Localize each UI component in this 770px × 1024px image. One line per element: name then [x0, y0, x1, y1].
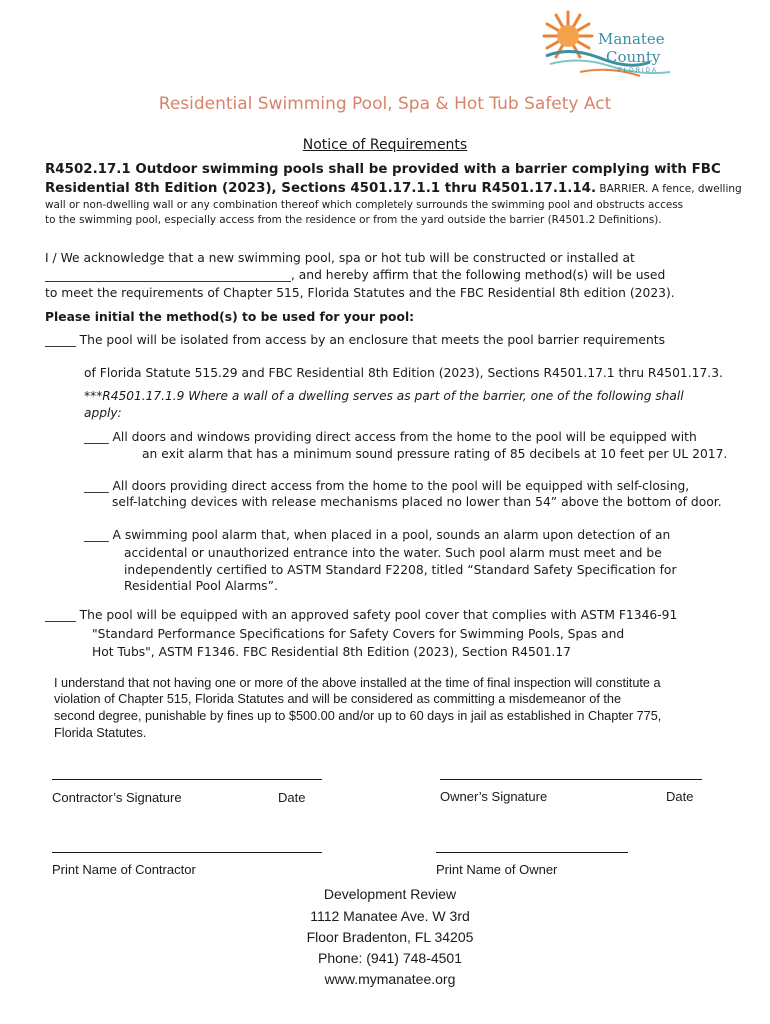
sub-a-line-1[interactable]: ____ All doors and windows providing direct access from the home to the pool will be equipped with — [84, 430, 697, 444]
contractor-date-label: Date — [278, 790, 306, 805]
owner-print-line[interactable] — [436, 852, 628, 853]
owner-date-label: Date — [666, 789, 694, 804]
owner-signature-line[interactable] — [440, 779, 702, 780]
rule-line-1: R4502.17.1 Outdoor swimming pools shall be provided with a barrier complying with FBC — [45, 162, 721, 177]
logo-text-county: County — [606, 48, 661, 66]
page-title: Residential Swimming Pool, Spa & Hot Tub Safety Act — [158, 94, 612, 114]
option-2-line-1[interactable]: _____ The pool will be equipped with an approved safety pool cover that complies with ASTM F1346-91 — [45, 608, 678, 622]
option-1-line-1[interactable]: _____ The pool will be isolated from access by an enclosure that meets the pool barrier requirements — [45, 333, 665, 347]
sub-c-line-2: accidental or unauthorized entrance into the water. Such pool alarm must meet and be — [124, 546, 662, 560]
rule-line-4: to the swimming pool, especially access from the residence or from the yard outside the barrier (R4501.2 Definitions). — [45, 214, 662, 226]
footer-city: Floor Bradenton, FL 34205 — [306, 929, 474, 945]
ack-line-2[interactable]: ________________________________________, and hereby affirm that the following method(s) will be used — [45, 268, 666, 282]
wall-note-line-1: ***R4501.17.1.9 Where a wall of a dwelling serves as part of the barrier, one of the following shall — [84, 389, 684, 403]
sub-b-line-2: self-latching devices with release mechanisms placed no lower than 54” above the bottom of door. — [112, 495, 722, 509]
ack-line-3: to meet the requirements of Chapter 515, Florida Statutes and the FBC Residential 8th edition (2023). — [45, 286, 675, 300]
option-1-line-2: of Florida Statute 515.29 and FBC Residential 8th Edition (2023), Sections R4501.17.1 thru R4501.17.3. — [84, 366, 723, 380]
option-2-line-3: Hot Tubs", ASTM F1346. FBC Residential 8th Edition (2023), Section R4501.17 — [92, 645, 571, 659]
sub-c-line-1[interactable]: ____ A swimming pool alarm that, when placed in a pool, sounds an alarm upon detection of an — [84, 528, 671, 542]
understand-line-3: second degree, punishable by fines up to $500.00 and/or up to 60 days in jail as established in Chapter 775, — [54, 709, 662, 723]
logo-text-manatee: Manatee — [598, 30, 665, 48]
understand-line-1: I understand that not having one or more of the above installed at the time of final inspection will constitute a — [54, 676, 661, 690]
sub-b-line-1[interactable]: ____ All doors providing direct access from the home to the pool will be equipped with self-closing, — [84, 479, 690, 493]
wall-note-line-2: apply: — [84, 406, 122, 420]
footer-department: Development Review — [323, 886, 457, 902]
ack-line-1: I / We acknowledge that a new swimming pool, spa or hot tub will be constructed or installed at — [45, 251, 635, 265]
sub-c-line-3: independently certified to ASTM Standard F2208, titled “Standard Safety Specification for — [124, 563, 677, 577]
understand-line-4: Florida Statutes. — [54, 726, 147, 740]
sub-a-line-2: an exit alarm that has a minimum sound pressure rating of 85 decibels at 10 feet per UL 2017. — [142, 447, 728, 461]
rule-line-2-rest: BARRIER. A fence, dwelling — [596, 183, 742, 195]
notice-heading: Notice of Requirements — [302, 137, 468, 153]
rule-line-3: wall or non-dwelling wall or any combination thereof which completely surrounds the swimming pool and obstructs access — [45, 199, 684, 211]
footer-website-link[interactable]: www.mymanatee.org — [324, 971, 456, 987]
footer-street: 1112 Manatee Ave. W 3rd — [310, 908, 470, 924]
understand-line-2: violation of Chapter 515, Florida Statutes and will be considered as committing a misdemeanor of the — [54, 692, 622, 706]
contractor-signature-line[interactable] — [52, 779, 322, 780]
owner-signature-label: Owner’s Signature — [440, 789, 548, 804]
contractor-signature-label: Contractor’s Signature — [52, 790, 182, 805]
option-2-line-2: "Standard Performance Specifications for Safety Covers for Swimming Pools, Spas and — [92, 627, 625, 641]
rule-line-2-bold: Residential 8th Edition (2023), Sections 4501.17.1.1 thru R4501.17.1.14. — [45, 181, 597, 196]
logo-text-florida: FLORIDA — [618, 68, 659, 74]
contractor-print-line[interactable] — [52, 852, 322, 853]
print-contractor-label: Print Name of Contractor — [52, 862, 196, 877]
manatee-county-logo — [540, 6, 680, 84]
footer-phone: Phone: (941) 748-4501 — [318, 950, 462, 966]
rule-line-2 — [45, 181, 742, 196]
initial-heading: Please initial the method(s) to be used for your pool: — [45, 310, 415, 324]
print-owner-label: Print Name of Owner — [436, 862, 558, 877]
sub-c-line-4: Residential Pool Alarms”. — [124, 579, 278, 593]
